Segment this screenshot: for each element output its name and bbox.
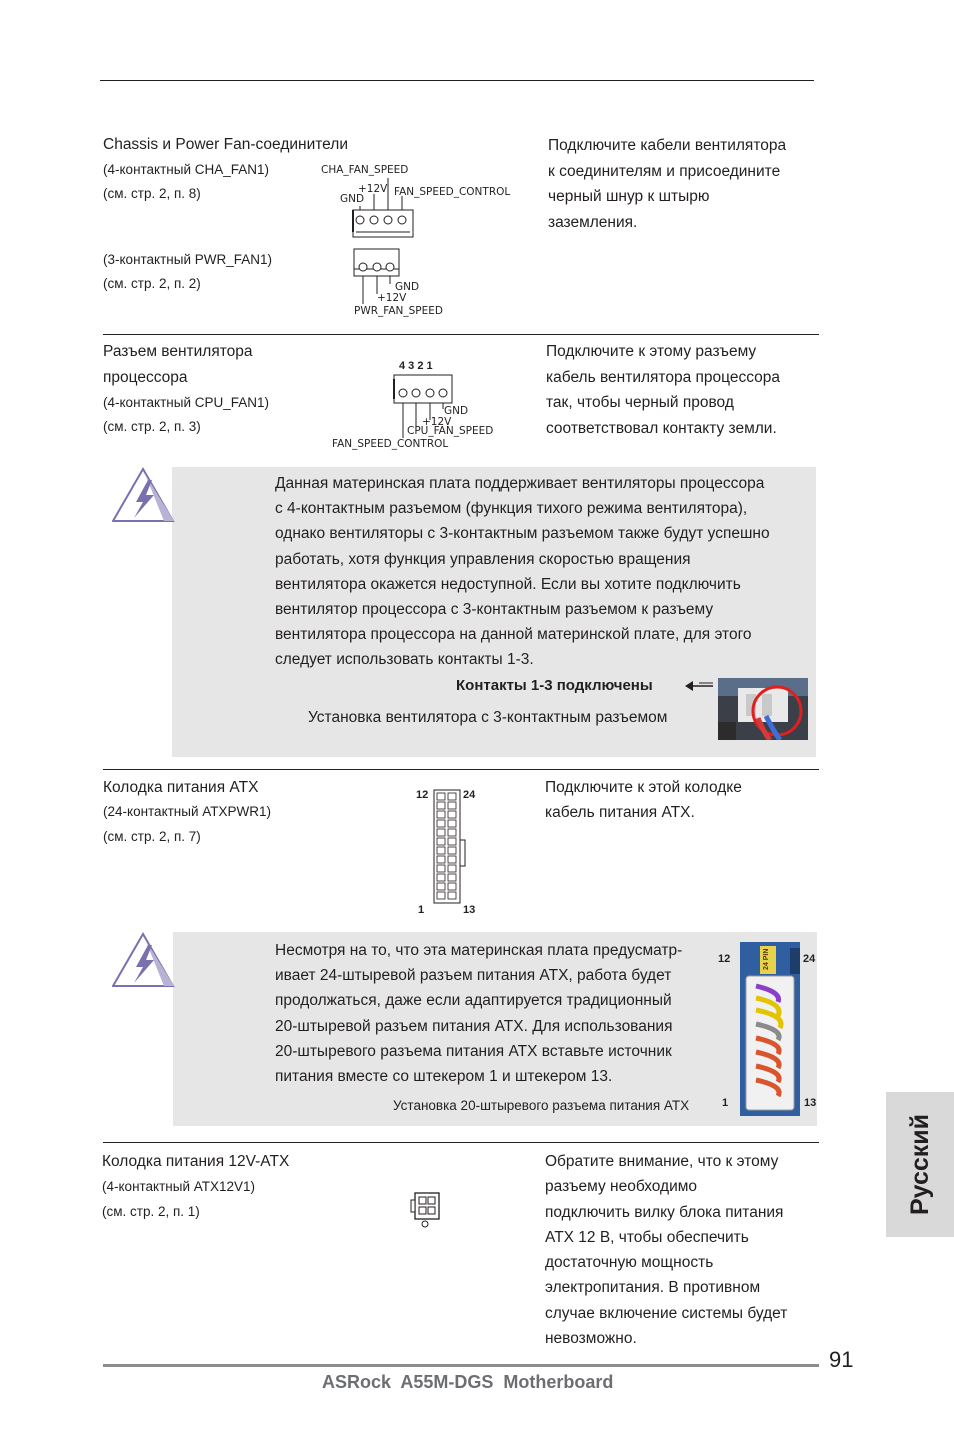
photo-pin-24-label: 24 xyxy=(803,953,816,965)
atx-power-desc: Подключите к этой колодке кабель питания ATX. xyxy=(545,779,742,821)
atx-pin xyxy=(437,838,445,845)
note1-text: Данная материнская плата поддерживает вентиляторы процессора с 4-контактным разъемом (функция тихого режима вентилятора), однако вентиляторы с 3-контактным разъемом также будут успешно работать, хотя функция управления скоростью вращения вентилятора окажется недоступной. Если вы хотите подключить вентилятор процессора с 3-контактным разъемом к разъему вентилятора процессора на данной материнской плате, для этого следует использовать контакты 1-3. xyxy=(275,475,770,669)
atx-pin xyxy=(437,829,445,836)
warning-icon xyxy=(112,466,176,524)
atx-power-title: Колодка питания ATX xyxy=(103,779,259,796)
pwr-12v-label: +12V xyxy=(377,292,407,304)
language-tab xyxy=(886,1092,954,1237)
cha-fan-speed-label: CHA_FAN_SPEED xyxy=(321,164,409,176)
atx-pin xyxy=(448,838,456,845)
pwr-fan-ref: (см. стр. 2, п. 2) xyxy=(103,276,201,291)
atx12v-ref: (см. стр. 2, п. 1) xyxy=(102,1204,200,1219)
atx-pin xyxy=(437,847,445,854)
atx-pin xyxy=(437,892,445,899)
atx-pin-13-label: 13 xyxy=(463,904,476,916)
cha-fan-type: (4-контактный CHA_FAN1) xyxy=(103,162,270,177)
atx20-install-photo xyxy=(712,940,822,1118)
atx-pin xyxy=(437,856,445,863)
atx-pin xyxy=(448,865,456,872)
photo-pin-1-label: 1 xyxy=(722,1097,729,1109)
top-rule xyxy=(100,80,814,81)
cpu-fan-ref: (см. стр. 2, п. 3) xyxy=(103,419,201,434)
atx-pin xyxy=(437,811,445,818)
atx-pin xyxy=(437,883,445,890)
section-rule xyxy=(103,1142,819,1143)
section-rule xyxy=(103,769,819,770)
cha-fan-control-label: FAN_SPEED_CONTROL xyxy=(394,186,511,198)
cpu-gnd-label: GND xyxy=(444,405,469,417)
cpu-fan-speed-label: CPU_FAN_SPEED xyxy=(407,425,494,437)
atx-pin xyxy=(448,793,456,800)
cha-gnd-label: GND xyxy=(340,193,365,205)
atx-pin xyxy=(437,820,445,827)
atx-pin xyxy=(437,802,445,809)
arrow-left-icon xyxy=(685,679,715,693)
atx-pin xyxy=(437,865,445,872)
atx-pin-1-label: 1 xyxy=(418,904,425,916)
photo-24pin-label: 24 PIN xyxy=(763,948,770,970)
footer-product: ASRock A55M-DGS Motherboard xyxy=(322,1372,614,1392)
warning-icon xyxy=(112,931,176,989)
pwr-gnd-label: GND xyxy=(395,281,420,293)
cpu-fan-title: Разъем вентилятора процессора xyxy=(103,343,253,386)
atx-power-type: (24-контактный ATXPWR1) xyxy=(103,804,272,819)
atx-power-ref: (см. стр. 2, п. 7) xyxy=(103,829,201,844)
pwr-fan-type: (3-контактный PWR_FAN1) xyxy=(103,252,273,267)
atx-24pin-diagram xyxy=(410,783,490,918)
footer-rule xyxy=(103,1364,819,1367)
fan-install-photo xyxy=(718,678,808,740)
atx-pin xyxy=(437,793,445,800)
photo-pin-12-label: 12 xyxy=(718,953,731,965)
pwr-fan-speed-label: PWR_FAN_SPEED xyxy=(354,305,443,317)
atx-pin xyxy=(448,811,456,818)
photo-pin-13-label: 13 xyxy=(804,1097,817,1109)
cpu-fan-desc: Подключите к этому разъему кабель вентилятора процессора так, чтобы черный провод соответствовал контакту земли. xyxy=(546,343,780,437)
cpu-pin-numbers: 4 3 2 1 xyxy=(399,360,433,372)
cpu-fan-diagram xyxy=(330,356,510,452)
cpu-fan-control-label: FAN_SPEED_CONTROL xyxy=(332,438,449,450)
atx-pin xyxy=(448,856,456,863)
cha-12v-label: +12V xyxy=(358,183,388,195)
cpu-fan-type: (4-контактный CPU_FAN1) xyxy=(103,395,270,410)
pins-connected-label: Контакты 1-3 подключены xyxy=(456,677,653,694)
atx-pin-24-label: 24 xyxy=(463,789,476,801)
atx-pin xyxy=(448,874,456,881)
atx-pin xyxy=(448,802,456,809)
atx12v-desc: Обратите внимание, что к этому разъему необходимо подключить вилку блока питания ATX 12 В, чтобы обеспечить достаточную мощность электропитания. В противном случае включение системы будет невозможно. xyxy=(545,1153,788,1348)
atx-pin-12-label: 12 xyxy=(416,789,429,801)
cha-fan-title: Chassis и Power Fan-соединители xyxy=(103,136,348,153)
cha-fan-desc: Подключите кабели вентилятора к соединителям и присоедините черный шнур к штырю заземления. xyxy=(548,137,787,231)
fan-install-caption: Установка вентилятора с 3-контактным разъемом xyxy=(308,709,668,726)
cha-fan-ref: (см. стр. 2, п. 8) xyxy=(103,186,201,201)
atx12v-4pin-diagram xyxy=(408,1190,446,1230)
atx-pin xyxy=(448,829,456,836)
atx-pin xyxy=(448,820,456,827)
atx20-install-caption: Установка 20-штыревого разъема питания ATX xyxy=(393,1098,690,1113)
pwr-fan-diagram xyxy=(350,246,510,318)
atx-pin xyxy=(448,847,456,854)
atx-pin xyxy=(448,892,456,899)
atx-pin xyxy=(437,874,445,881)
section-rule xyxy=(103,334,819,335)
atx12v-type: (4-контактный ATX12V1) xyxy=(102,1179,256,1194)
atx-pin xyxy=(448,883,456,890)
language-label: Русский xyxy=(905,1113,934,1216)
page-number: 91 xyxy=(829,1347,854,1372)
atx12v-title: Колодка питания 12V-ATX xyxy=(102,1153,290,1170)
cpu-12v-label: +12V xyxy=(422,416,452,428)
note2-text: Несмотря на то, что эта материнская плата предусматр- ивает 24-штыревой разъем питания ATX, работа будет продолжаться, даже если адаптируется традиционный 20-штыревой разъем питания ATX. Для использования 20-штыревого разъема питания ATX вставьте источник питания вместе со штекером 1 и штекером 13. xyxy=(275,942,683,1086)
cha-fan-diagram xyxy=(318,160,528,240)
